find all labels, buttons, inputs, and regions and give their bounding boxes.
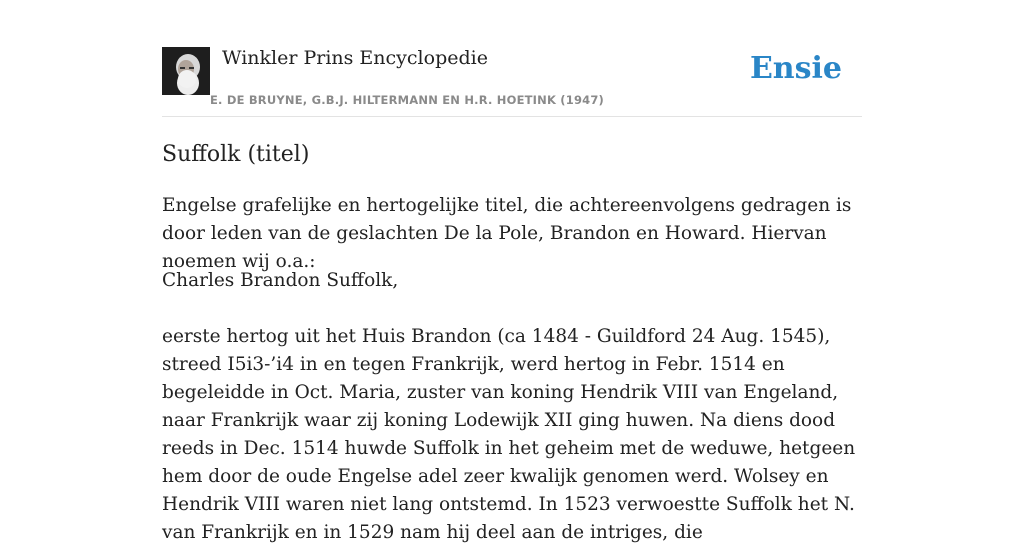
- header: [162, 0, 862, 117]
- article-paragraph-intro: Engelse grafelijke en hertogelijke titel, die achtereenvolgens gedragen is door leden van de geslachten De la Pole, Brandon en Howard. Hiervan noemen wij o.a.:: [162, 195, 852, 272]
- article-paragraph-subject: Charles Brandon Suffolk,: [162, 270, 399, 291]
- author-avatar[interactable]: [162, 47, 210, 95]
- ensie-logo-link[interactable]: Ensie: [749, 51, 842, 86]
- page: [162, 0, 862, 543]
- authors-line: E. DE BRUYNE, G.B.J. HILTERMANN EN H.R. HOETINK (1947): [210, 93, 605, 107]
- portrait-icon: [162, 47, 210, 95]
- article-title: Suffolk (titel): [162, 142, 310, 167]
- book-title-link[interactable]: Winkler Prins Encyclopedie: [222, 47, 488, 69]
- article-paragraph-body: eerste hertog uit het Huis Brandon (ca 1484 - Guildford 24 Aug. 1545), streed I5i3-’i4 in en tegen Frankrijk, werd hertog in Febr. 1514 en begeleidde in Oct. Maria, zuster van koning Hendrik VIII van Engeland, naar Frankrijk waar zij koning Lodewijk XII ging huwen. Na diens dood reeds in Dec. 1514 huwde Suffolk in het geheim met de weduwe, hetgeen hem door de oude Engelse adel zeer kwalijk genomen werd. Wolsey en Hendrik VIII waren niet lang ontstemd. In 1523 verwoestte Suffolk het N. van Frankrijk en in 1529 nam hij deel aan de intriges, die: [162, 326, 856, 543]
